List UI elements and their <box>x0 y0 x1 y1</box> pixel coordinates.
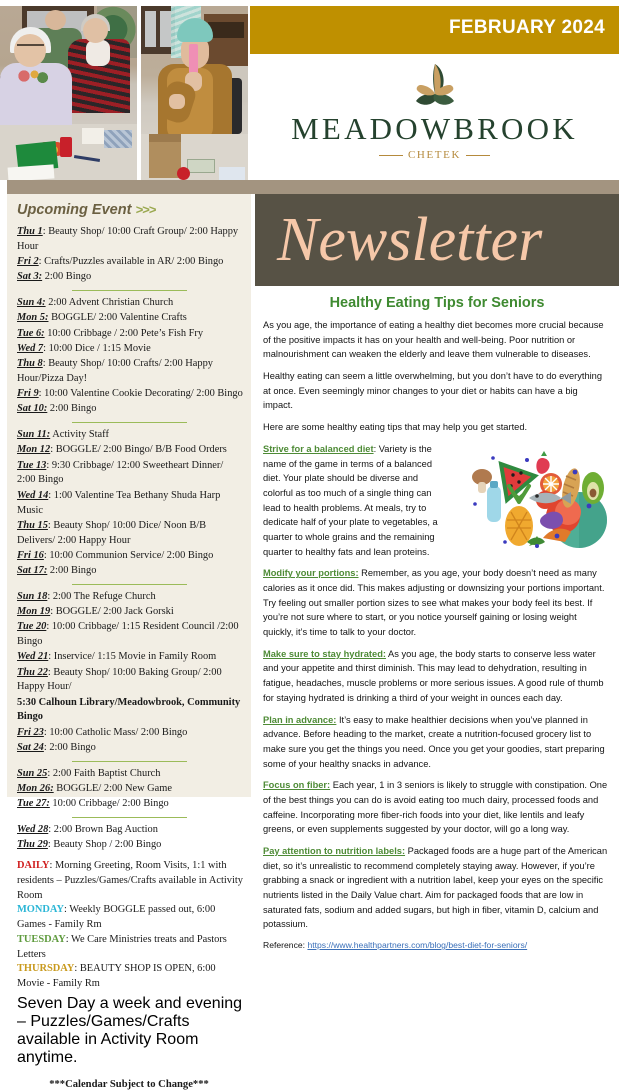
event-detail-text: Activity Staff <box>50 429 109 441</box>
events-group-divider <box>72 761 187 762</box>
events-group-divider <box>72 422 187 423</box>
article-tip-paragraph <box>263 844 609 932</box>
article-title: Healthy Eating Tips for Seniors <box>329 295 545 311</box>
page-body <box>0 194 619 1090</box>
event-detail-text: : 2:00 Brown Bag Auction <box>48 824 158 836</box>
event-detail-text: : 2:00 Faith Baptist Church <box>47 767 161 779</box>
event-row <box>17 443 243 458</box>
event-day-label: Thu 29 <box>17 839 48 851</box>
healthy-food-illustration <box>457 442 609 554</box>
event-day-label: Thu 8 <box>17 358 43 370</box>
event-day-label: Sat 24 <box>17 742 44 753</box>
event-day-label: Tue 20 <box>17 621 47 633</box>
article-paragraph-text: Healthy eating can seem a little overwhelming, but you don’t have to do everything at once. Even seemingly minor changes to your diet or habits can have a big impact. <box>263 371 603 411</box>
event-detail-text: : 10:00 Valentine Cookie Decorating/ 2:00 Bingo <box>38 388 243 400</box>
event-detail-text: : Crafts/Puzzles available in AR/ 2:00 Bingo <box>38 256 224 268</box>
article-paragraph-text: Packaged foods are a huge part of the American diet, so it’s unrealistic to recommend completely staying away. However, if you’re grabbing a snack or ingredient with a nutrition label, keep your eyes on the specific nutrients listed in the Daily Value chart. Aim for packaged foods that are low in saturated fats, sodium and added sugars, but high in fiber, vitamin D, calcium and potassium. <box>263 846 608 930</box>
events-group-divider <box>72 290 187 291</box>
event-day-label: Thu 22 <box>17 666 48 678</box>
event-day-label: Sun 4: <box>17 297 46 309</box>
event-detail-text: : 9:30 Cribbage/ 12:00 Sweetheart Dinner/ 2:00 Bingo <box>17 459 224 486</box>
event-day-label: Wed 21 <box>17 651 49 663</box>
event-day-label: Mon 26: <box>17 783 54 795</box>
event-row <box>17 666 243 696</box>
main-article-column <box>255 194 619 951</box>
photo-residents-crafting <box>0 6 137 180</box>
article-paragraph-text: Remember, as you age, your body doesn’t need as many calories as it once did. This makes adjusting or downsizing your portions important. Try feeling out smaller portion sizes to see what makes your body feel its best. If you’re not sure where to start, or you notice yourself gaining or losing weight quickly, it’s time to talk to your doctor. <box>263 568 605 638</box>
event-detail-text: 2:00 Bingo <box>47 403 97 415</box>
photo-resident-teal-hat <box>141 6 248 180</box>
article-paragraph <box>263 369 609 413</box>
event-row <box>17 255 243 270</box>
event-day-label: Sat 17: <box>17 565 48 577</box>
event-detail-text: 5:30 Calhoun Library/Meadowbrook, Community Bingo <box>17 696 241 723</box>
event-detail-text: 10:00 Cribbage/ 2:00 Bingo <box>49 798 169 810</box>
weekly-detail-text: : BEAUTY SHOP IS OPEN, 6:00 Movie - Family Rm <box>17 963 216 990</box>
event-row <box>17 564 243 579</box>
event-row <box>17 696 243 726</box>
event-day-label: Fri 2 <box>17 256 39 268</box>
article-tip-paragraph <box>263 566 609 639</box>
brand-logo <box>250 54 619 180</box>
event-detail-text: : 2:00 Bingo <box>43 742 96 753</box>
event-detail-text: BOGGLE/ 2:00 Valentine Crafts <box>48 312 187 324</box>
logo-rule-right <box>466 155 490 156</box>
article-body <box>255 318 619 953</box>
event-detail-text: : BOGGLE/ 2:00 Jack Gorski <box>50 606 174 618</box>
weekly-day-label: MONDAY <box>17 904 64 916</box>
event-detail-text: : 10:00 Catholic Mass/ 2:00 Bingo <box>43 726 188 738</box>
article-paragraph-text: Here are some healthy eating tips that may help you get started. <box>263 422 528 433</box>
logo-subline <box>379 149 490 161</box>
month-label: FEBRUARY 2024 <box>449 17 605 38</box>
weekly-row <box>17 859 243 903</box>
sidebar-title-text: Upcoming Event <box>17 202 132 218</box>
event-row <box>17 327 243 342</box>
event-row <box>17 459 243 489</box>
event-row <box>17 650 243 665</box>
event-day-label: Wed 14 <box>17 489 49 501</box>
event-day-label: Sat 10: <box>17 403 48 415</box>
weekly-detail-text: : We Care Ministries treats and Pastors Letters <box>17 933 227 960</box>
event-day-label: Fri 23 <box>17 726 44 738</box>
event-detail-text: 2:00 Bingo <box>42 271 92 283</box>
event-row <box>17 311 243 326</box>
event-day-label: Wed 7 <box>17 342 44 354</box>
event-detail-text: 10:00 Cribbage / 2:00 Pete’s Fish Fry <box>44 327 204 339</box>
event-row <box>17 549 243 564</box>
header-photo-strip <box>0 6 248 180</box>
event-detail-text: : 10:00 Dice / 1:15 Movie <box>43 342 151 354</box>
weekly-row <box>17 903 243 933</box>
month-banner <box>250 6 619 54</box>
event-row <box>17 797 243 812</box>
leaf-butterfly-icon <box>408 60 462 112</box>
event-detail-text: : Beauty Shop/ 10:00 Baking Group/ 2:00 Happy Hour/ <box>17 666 222 693</box>
weekly-row <box>17 962 243 992</box>
event-day-label: Mon 5: <box>17 312 49 324</box>
event-row <box>17 620 243 650</box>
article-paragraph-text: As you age, the body starts to conserve less water and your appetite and thirst diminish. This may lead to dehydration, resulting in fatigue, headaches, muscle problems or more serious issues. A good rule of thumb for staying hydrated is drinking a third of your weight in ounces each day. <box>263 648 604 703</box>
weekly-availability-note: Seven Day a week and evening – Puzzles/Games/Crafts available in Activity Room anytime. <box>17 994 243 1066</box>
weekly-detail-text: : Morning Greeting, Room Visits, 1:1 with residents – Puzzles/Games/Crafts available in Activity Room <box>17 860 243 901</box>
header-divider-bar <box>7 180 619 194</box>
event-day-label: Thu 15 <box>17 519 48 531</box>
reference-link[interactable]: https://www.healthpartners.com/blog/best-diet-for-seniors/ <box>307 940 528 951</box>
event-detail-text: : 1:00 Valentine Tea Bethany Shuda Harp Music <box>17 489 221 516</box>
weekly-day-label: TUESDAY <box>17 933 66 945</box>
article-paragraph <box>263 420 609 435</box>
event-detail-text: : 10:00 Cribbage/ 1:15 Resident Council /2:00 Bingo <box>17 621 239 648</box>
article-tip-lede: Plan in advance: <box>263 714 337 725</box>
event-detail-text: : BOGGLE/ 2:00 Bingo/ B/B Food Orders <box>50 444 227 456</box>
event-day-label: Sun 18 <box>17 590 48 602</box>
event-row <box>17 402 243 417</box>
event-day-label: Mon 19 <box>17 606 51 618</box>
event-detail-text: BOGGLE/ 2:00 New Game <box>53 783 172 795</box>
event-detail-text: : Beauty Shop/ 10:00 Crafts/ 2:00 Happy Hour/Pizza Day! <box>17 358 213 384</box>
weekly-row <box>17 933 243 963</box>
article-paragraph-text: : Variety is the name of the game in terms of a balanced diet. Your plate should be diverse and colorful as too much of a single thing can lead to health problems. At meals, try to dedicate half of your plate to vegetables, a quarter to whole grains and the remaining quarter to healthy fats and lean proteins. <box>263 443 438 557</box>
newsletter-banner <box>255 194 619 286</box>
sidebar-title <box>17 202 243 218</box>
page-header <box>0 0 619 180</box>
event-detail-text: : Beauty Shop / 2:00 Bingo <box>47 839 162 851</box>
event-row <box>17 489 243 519</box>
event-detail-text: 2:00 Bingo <box>47 565 97 577</box>
upcoming-events-sidebar <box>7 194 251 1090</box>
article-paragraph <box>263 318 609 362</box>
events-list <box>15 225 243 853</box>
event-day-label: Tue 6: <box>17 327 45 339</box>
newsletter-banner-word: Newsletter <box>277 206 543 274</box>
weekly-day-label: THURSDAY <box>17 963 75 975</box>
event-row <box>17 838 243 853</box>
event-row <box>17 342 243 357</box>
article-paragraph-text: As you age, the importance of eating a healthy diet becomes more crucial because of the positive impacts it has on your health and well-being. Poor nutrition or malnourishment can weaken the elderly and leave them vulnerable to diseases. <box>263 320 604 360</box>
event-detail-text: : Beauty Shop/ 10:00 Craft Group/ 2:00 Happy Hour <box>17 226 239 252</box>
event-day-label: Fri 9 <box>17 388 39 400</box>
article-tip-lede: Make sure to stay hydrated: <box>263 648 386 659</box>
event-row <box>17 590 243 605</box>
event-day-label: Sat 3: <box>17 271 43 283</box>
event-day-label: Mon 12 <box>17 444 51 456</box>
event-row <box>17 605 243 620</box>
event-day-label: Fri 16 <box>17 549 44 561</box>
article-tip-paragraph <box>263 647 609 706</box>
event-row <box>17 519 243 549</box>
weekly-detail-text: : Weekly BOGGLE passed out, 6:00 Games - Family Rm <box>17 904 216 931</box>
logo-sub-text: CHETEK <box>408 149 461 161</box>
article-tip-lede: Pay attention to nutrition labels: <box>263 846 406 856</box>
logo-wordmark: MEADOWBROOK <box>291 111 578 146</box>
event-detail-text: : Beauty Shop/ 10:00 Dice/ Noon B/B Delivers/ 2:00 Happy Hour <box>17 519 207 546</box>
event-row <box>17 357 243 387</box>
sidebar-title-arrows: >>> <box>135 202 156 217</box>
weekly-schedule-list <box>15 859 243 992</box>
weekly-day-label: DAILY <box>17 860 50 872</box>
event-day-label: Sun 11: <box>17 429 51 441</box>
event-row <box>17 296 243 311</box>
events-group-divider <box>72 817 187 818</box>
logo-rule-left <box>379 155 403 156</box>
event-row <box>17 726 243 741</box>
event-day-label: Wed 28 <box>17 824 49 836</box>
event-day-label: Sun 25 <box>17 767 48 779</box>
event-row <box>17 767 243 782</box>
event-row <box>17 782 243 797</box>
event-day-label: Thu 1 <box>17 226 43 237</box>
event-detail-text: : 2:00 The Refuge Church <box>47 590 156 602</box>
event-row <box>17 741 243 756</box>
event-row <box>17 270 243 285</box>
article-tip-paragraph <box>263 778 609 837</box>
event-row <box>17 428 243 443</box>
event-detail-text: : 10:00 Communion Service/ 2:00 Bingo <box>43 549 214 561</box>
article-tip-lede: Focus on fiber: <box>263 780 331 791</box>
events-group-divider <box>72 584 187 585</box>
event-row <box>17 387 243 402</box>
event-row <box>17 225 243 255</box>
article-tip-paragraph <box>263 713 609 772</box>
article-paragraph-text: Each year, 1 in 3 seniors is likely to struggle with constipation. One of the best things you can do is avoid eating too much dairy, processed foods and caffeine. Incorporating more fiber-rich foods into your diet, like lentils and leafy greens, or even supplements suggested by your doctor, will go a long way. <box>263 780 608 835</box>
article-reference <box>263 939 609 953</box>
event-day-label: Tue 13 <box>17 459 47 471</box>
event-day-label: Tue 27: <box>17 798 50 810</box>
article-tip-lede: Strive for a balanced diet <box>263 443 374 454</box>
article-paragraph-text: It’s easy to make healthier decisions when you’ve planned in advance. Before heading to the market, create a nutrition-focused grocery list to make sure you get the things you need. Once you get your goodies, start preparing some of your healthy snacks in advance. <box>263 714 605 769</box>
event-detail-text: 2:00 Advent Christian Church <box>45 297 174 309</box>
reference-label: Reference: <box>263 940 308 951</box>
article-tip-lede: Modify your portions: <box>263 568 359 579</box>
event-detail-text: : Inservice/ 1:15 Movie in Family Room <box>48 651 217 663</box>
calendar-subject-to-change-note: ***Calendar Subject to Change*** <box>49 1078 209 1090</box>
event-row <box>17 823 243 838</box>
